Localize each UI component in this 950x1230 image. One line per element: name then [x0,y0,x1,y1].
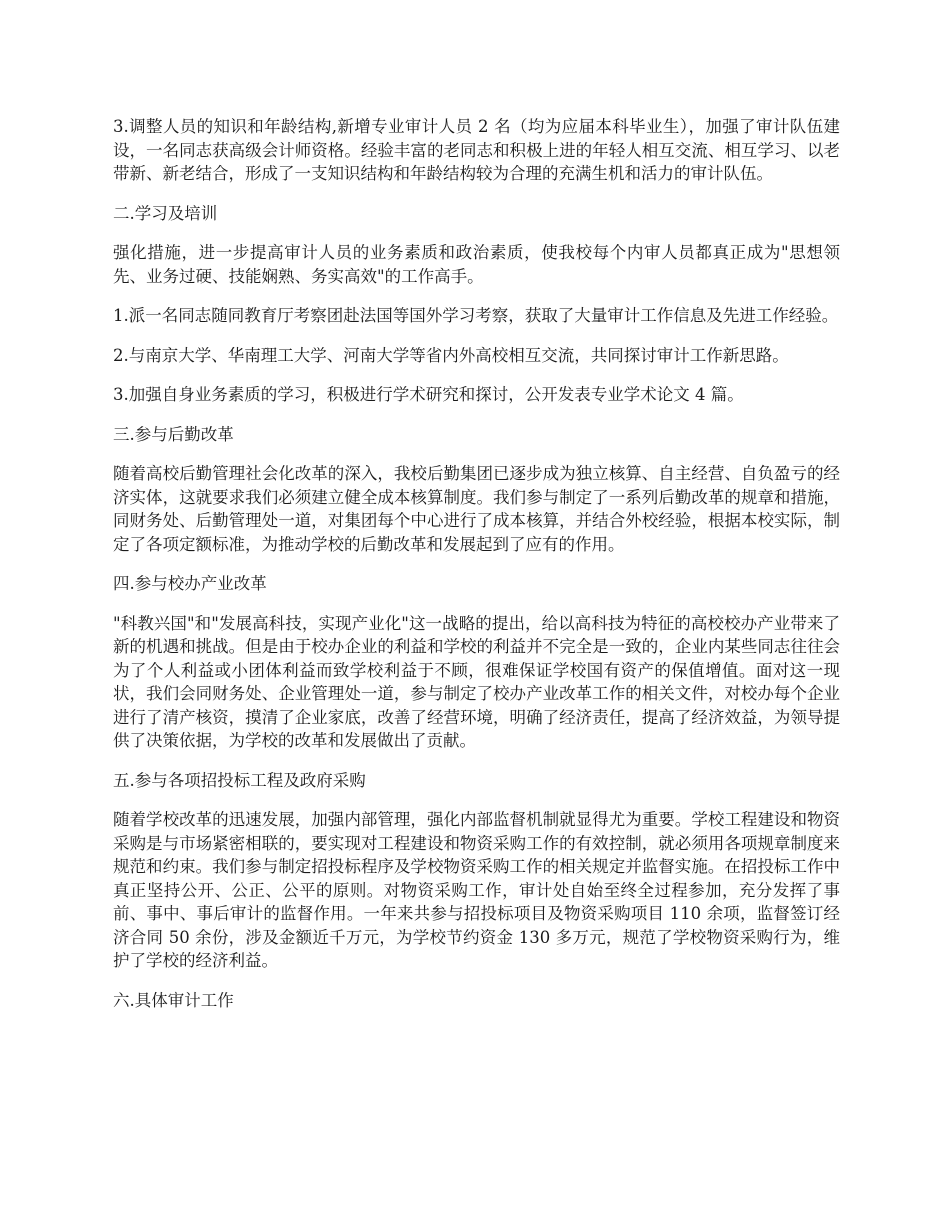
section-heading-industry-reform: 四.参与校办产业改革 [113,574,267,593]
paragraph-study-item-2: 2.与南京大学、华南理工大学、河南大学等省内外高校相互交流，共同探讨审计工作新思路。 [113,345,789,365]
section-heading-bidding-procurement: 五.参与各项招投标工程及政府采购 [113,770,366,790]
paragraph-industry-reform: "科教兴国"和"发展高科技，实现产业化"这一战略的提出，给以高科技为特征的高校校办产业带来了新的机遇和挑战。但是由于校办企业的利益和学校的利益并不完全是一致的，企业内某些同志往往会为了个人利益或小团体利益而致学校利益于不顾，很难保证学校国有资产的保值增值。面对这一现状，我们会同财务处、企业管理处一道，参与制定了校办产业改革工作的相关文件，对校办每个企业进行了清产核资，摸清了企业家底，改善了经营环境，明确了经济责任，提高了经济效益，为领导提供了决策依据，为学校的改革和发展做出了贡献。 [113,613,840,750]
section-heading-audit-work: 六.具体审计工作 [113,990,234,1010]
paragraph-study-item-1: 1.派一名同志随同教育厅考察团赴法国等国外学习考察，获取了大量审计工作信息及先进工作经验。 [113,306,839,325]
paragraph-study-item-3: 3.加强自身业务素质的学习，积极进行学术研究和探讨，公开发表专业学术论文 4 篇。 [113,385,744,404]
paragraph-study-intro: 强化措施，进一步提高审计人员的业务素质和政治素质，使我校每个内审人员都真正成为"思想领先、业务过硬、技能娴熟、务实高效"的工作高手。 [113,243,840,286]
paragraph-logistics-reform: 随着高校后勤管理社会化改革的深入，我校后勤集团已逐步成为独立核算、自主经营、自负盈亏的经济实体，这就要求我们必须建立健全成本核算制度。我们参与制定了一系列后勤改革的规章和措施，同财务处、后勤管理处一道，对集团每个中心进行了成本核算，并结合外校经验，根据本校实际，制定了各项定额标准，为推动学校的后勤改革和发展起到了应有的作用。 [113,464,840,554]
section-heading-logistics-reform: 三.参与后勤改革 [113,424,234,444]
paragraph-staff-structure: 3.调整人员的知识和年龄结构,新增专业审计人员 2 名（均为应届本科毕业生），加强了审计队伍建设，一名同志获高级会计师资格。经验丰富的老同志和积极上进的年轻人相互交流、相互学习、以老带新、新老结合，形成了一支知识结构和年龄结构较为合理的充满生机和活力的审计队伍。 [113,117,840,183]
section-heading-study-training: 二.学习及培训 [113,203,218,223]
paragraph-bidding-procurement: 随着学校改革的迅速发展，加强内部管理，强化内部监督机制就显得尤为重要。学校工程建设和物资采购是与市场紧密相联的，要实现对工程建设和物资采购工作的有效控制，就必须用各项规章制度来规范和约束。我们参与制定招投标程序及学校物资采购工作的相关规定并监督实施。在招投标工作中真正坚持公开、公正、公平的原则。对物资采购工作，审计处自始至终全过程参加，充分发挥了事前、事中、事后审计的监督作用。一年来共参与招投标项目及物资采购项目 110 余项，监督签订经济合同 50 余份，涉及金额近千万元，为学校节约资金 130 多万元，规范了学校物资采购行为，维护了学校的经济利益。 [113,810,840,970]
document-body [113,115,840,1028]
